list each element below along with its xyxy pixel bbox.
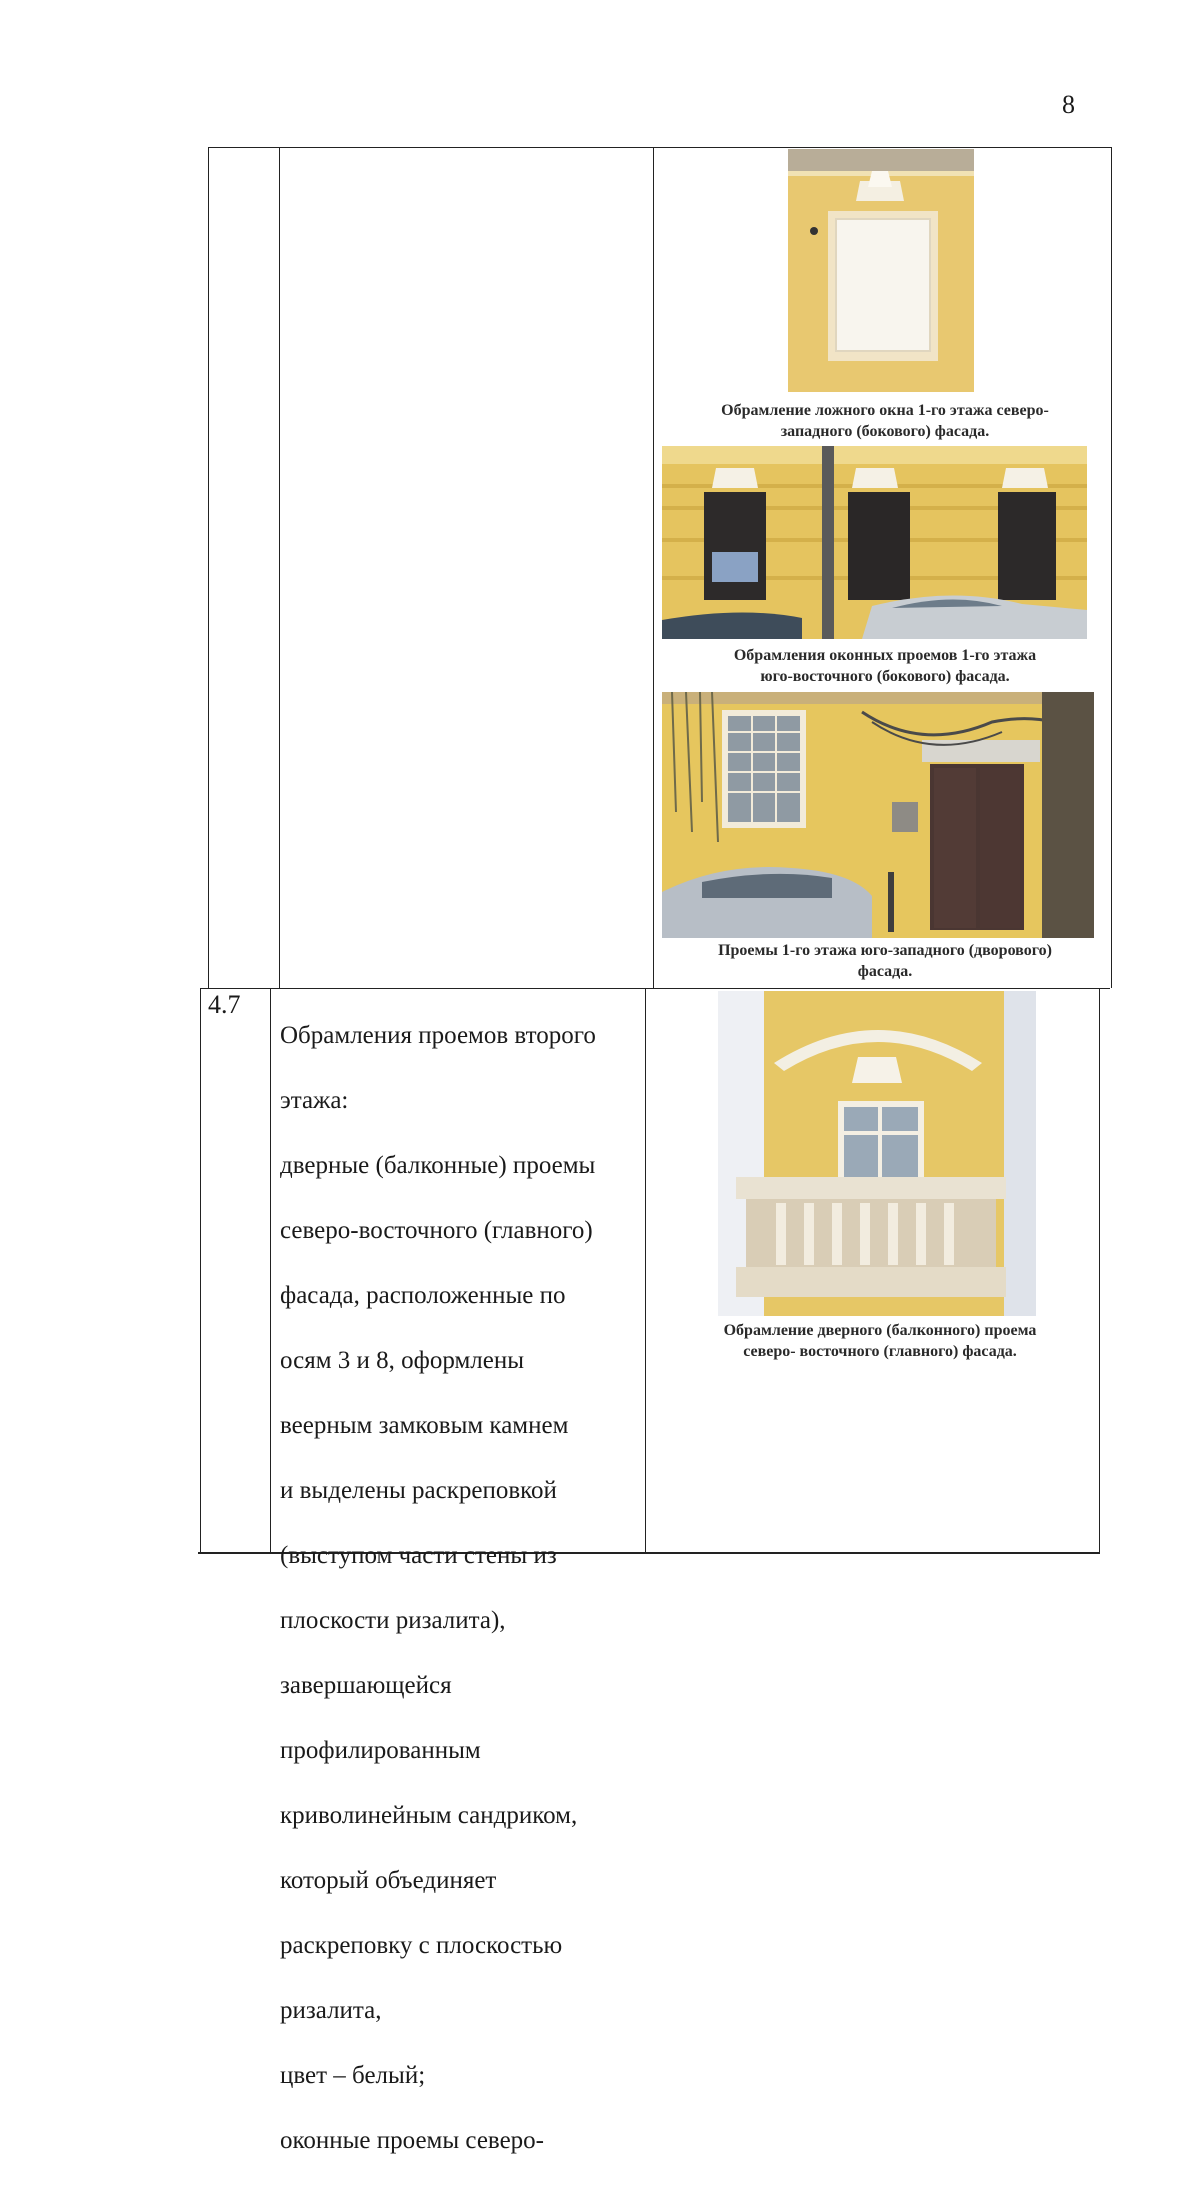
- photo-caption: Обрамление ложного окна 1-го этажа северо- западного (бокового) фасада.: [721, 402, 1049, 440]
- page-number: 8: [1062, 90, 1075, 119]
- description-line: северо-восточного (главного): [280, 1216, 593, 1244]
- photo-balcony-door: [718, 991, 1036, 1316]
- description-line: плоскости ризалита),: [280, 1606, 506, 1634]
- table-left-border-lower: [200, 988, 201, 1553]
- description-line: профилированным: [280, 1736, 481, 1764]
- photo-caption: Обрамление дверного (балконного) проема северо- восточного (главного) фасада.: [723, 1322, 1037, 1360]
- photo-courtyard-openings: [662, 692, 1094, 938]
- description-line: раскреповку с плоскостью: [280, 1931, 563, 1959]
- photo-false-window: [788, 149, 974, 392]
- num-column-border-upper: [279, 147, 280, 988]
- photo-column-border-lower: [645, 988, 646, 1553]
- description-line: цвет – белый;: [280, 2061, 426, 2089]
- num-column-border-lower: [270, 988, 271, 1553]
- description-line: осям 3 и 8, оформлены: [280, 1346, 525, 1374]
- row-description: [280, 987, 640, 2190]
- photo-caption: Обрамления оконных проемов 1-го этажа юго-восточного (бокового) фасада.: [733, 647, 1037, 685]
- table-right-border-upper: [1111, 147, 1112, 988]
- description-line: веерным замковым камнем: [280, 1411, 569, 1439]
- photo-column-border-upper: [653, 147, 654, 988]
- description-line: и выделены раскреповкой: [280, 1476, 557, 1504]
- description-line: этажа:: [280, 1086, 349, 1114]
- description-line: дверные (балконные) проемы: [280, 1151, 596, 1179]
- description-line: криволинейным сандриком,: [280, 1801, 578, 1829]
- row-number: 4.7: [208, 990, 241, 1019]
- table-left-border-upper: [208, 147, 209, 988]
- description-line: Обрамления проемов второго: [280, 1021, 596, 1049]
- photo-windows-southeast: [662, 446, 1087, 639]
- description-line: который объединяет: [280, 1866, 497, 1894]
- description-line: оконные проемы северо-: [280, 2126, 545, 2154]
- description-line: (выступом части стены из: [280, 1541, 557, 1569]
- table-top-border: [208, 147, 1112, 148]
- description-line: ризалита,: [280, 1996, 382, 2024]
- table-right-border-lower: [1099, 988, 1100, 1553]
- description-line: завершающейся: [280, 1671, 452, 1699]
- description-line: фасада, расположенные по: [280, 1281, 566, 1309]
- photo-caption: Проемы 1-го этажа юго-западного (дворового) фасада.: [718, 942, 1052, 980]
